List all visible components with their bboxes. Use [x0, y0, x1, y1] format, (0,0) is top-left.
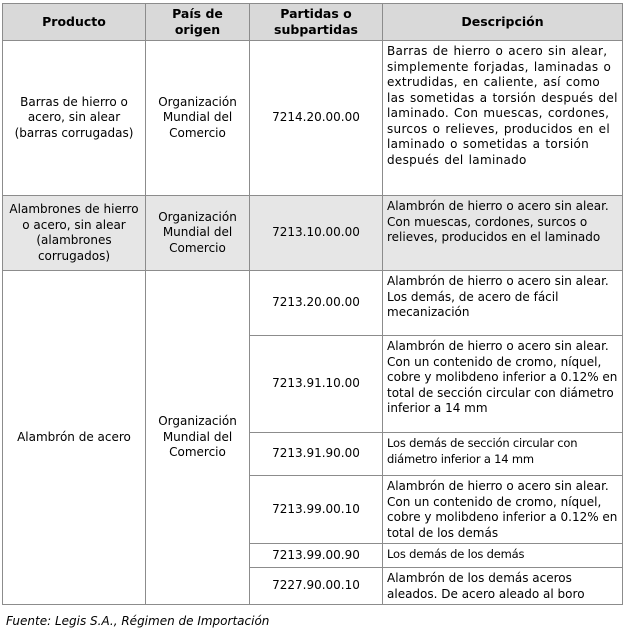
- header-partidas: Partidas o subpartidas: [250, 4, 383, 41]
- partida-cell: 7213.10.00.00: [250, 196, 383, 271]
- partida-cell: 7214.20.00.00: [250, 41, 383, 196]
- producto-cell: Alambrón de acero: [3, 271, 146, 605]
- partida-cell: 7213.91.10.00: [250, 336, 383, 433]
- pais-cell: Organización Mundial del Comercio: [146, 41, 250, 196]
- import-table: [2, 3, 623, 605]
- producto-cell: Barras de hierro o acero, sin alear (barras corrugadas): [3, 41, 146, 196]
- header-descripcion: Descripción: [383, 4, 623, 41]
- table-row: [3, 271, 623, 336]
- partida-cell: 7213.99.00.90: [250, 544, 383, 568]
- descripcion-cell: Alambrón de los demás aceros aleados. De acero aleado al boro: [383, 568, 623, 605]
- partida-cell: 7213.20.00.00: [250, 271, 383, 336]
- pais-cell: Organización Mundial del Comercio: [146, 196, 250, 271]
- header-pais: País de origen: [146, 4, 250, 41]
- pais-cell: Organización Mundial del Comercio: [146, 271, 250, 605]
- descripcion-cell: Barras de hierro o acero sin alear, simplemente forjadas, laminadas o extrudidas, en caliente, así como las sometidas a torsión después del laminado. Con muescas, cordones, surcos o relieves, producidos en el laminado o sometidas a torsión después del laminado: [383, 41, 623, 196]
- descripcion-cell: Los demás de los demás: [383, 544, 623, 568]
- partida-cell: 7227.90.00.10: [250, 568, 383, 605]
- partida-cell: 7213.91.90.00: [250, 433, 383, 476]
- source-caption: Fuente: Legis S.A., Régimen de Importación: [6, 614, 270, 628]
- header-row: [3, 4, 623, 41]
- descripcion-cell: Alambrón de hierro o acero sin alear. Con un contenido de cromo, níquel, cobre y molibdeno inferior a 0.12% en total de los demás: [383, 476, 623, 544]
- descripcion-cell: Los demás de sección circular con diámetro inferior a 14 mm: [383, 433, 623, 476]
- table-row: [3, 196, 623, 271]
- descripcion-cell: Alambrón de hierro o acero sin alear. Con muescas, cordones, surcos o relieves, producidos en el laminado: [383, 196, 623, 271]
- descripcion-cell: Alambrón de hierro o acero sin alear. Los demás, de acero de fácil mecanización: [383, 271, 623, 336]
- descripcion-cell: Alambrón de hierro o acero sin alear. Con un contenido de cromo, níquel, cobre y molibdeno inferior a 0.12% en total de sección circular con diámetro inferior a 14 mm: [383, 336, 623, 433]
- table-row: [3, 41, 623, 196]
- header-producto: Producto: [3, 4, 146, 41]
- partida-cell: 7213.99.00.10: [250, 476, 383, 544]
- producto-cell: Alambrones de hierro o acero, sin alear (alambrones corrugados): [3, 196, 146, 271]
